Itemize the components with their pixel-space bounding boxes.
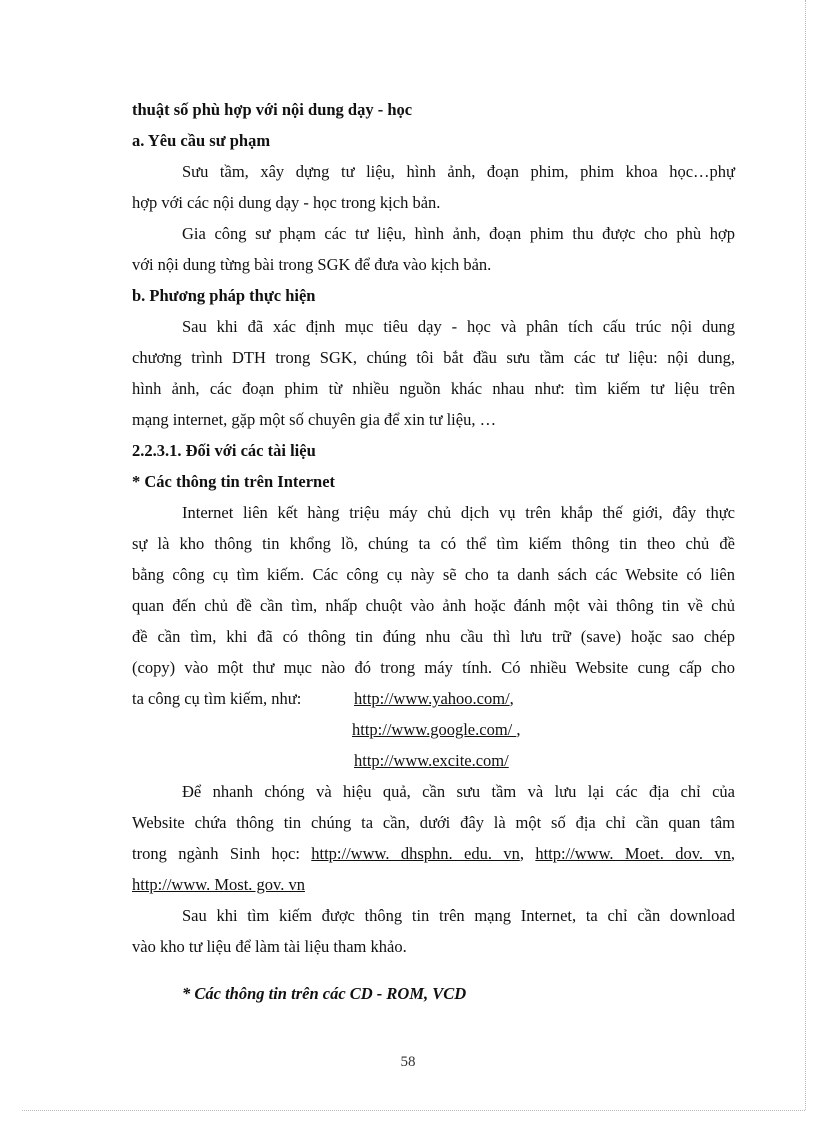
url-yahoo-suffix: , <box>509 689 514 708</box>
paragraph-line: mạng internet, gặp một số chuyên gia để xin tư liệu, … <box>132 410 497 429</box>
paragraph-line: Sưu tầm, xây dựng tư liệu, hình ảnh, đoạn phim, phim khoa học…phự <box>182 162 735 181</box>
separator: , <box>730 844 736 863</box>
page-content <box>132 94 735 1009</box>
paragraph-line: hợp với các nội dung dạy - học trong kịch bản. <box>132 193 441 212</box>
url-moet-link[interactable]: http://www. Moet. dov. vn <box>535 844 731 863</box>
subsection-title: 2.2.3.1. Đối với các tài liệu <box>132 441 316 460</box>
section-b-title: b. Phương pháp thực hiện <box>132 286 316 305</box>
paragraph-line: chương trình DTH trong SGK, chúng tôi bắt đầu sưu tầm các tư liệu: nội dung, <box>132 348 735 367</box>
paragraph-line: Sau khi tìm kiếm được thông tin trên mạng Internet, ta chỉ cần download <box>182 906 735 925</box>
page-border-right <box>805 0 806 1110</box>
search-intro-text: ta công cụ tìm kiếm, như: <box>132 689 302 708</box>
paragraph-line: bằng công cụ tìm kiếm. Các công cụ này sẽ cho ta danh sách các Website có liên <box>132 565 735 584</box>
url-dhsphn-link[interactable]: http://www. dhsphn. edu. vn <box>311 844 520 863</box>
section-a-title: a. Yêu cầu sư phạm <box>132 131 271 150</box>
paragraph-line: Website chứa thông tin chúng ta cần, dưới đây là một số địa chỉ cần quan tâm <box>132 813 735 832</box>
separator: , <box>519 844 536 863</box>
url-most-line <box>132 869 735 900</box>
paragraph-line: sự là kho thông tin khổng lồ, chúng ta có thể tìm kiếm thông tin theo chủ đề <box>132 534 735 553</box>
url-yahoo-wrap <box>354 683 514 714</box>
addresses-prefix: trong ngành Sinh học: <box>132 844 312 863</box>
paragraph-line: đề cần tìm, khi đã có thông tin đúng nhu cầu thì lưu trữ (save) hoặc sao chép <box>132 627 735 646</box>
url-yahoo-link[interactable]: http://www.yahoo.com/ <box>354 689 510 708</box>
paragraph-line: vào kho tư liệu để làm tài liệu tham khảo. <box>132 937 407 956</box>
url-google-line <box>132 714 735 745</box>
paragraph-line: quan đến chủ đề cần tìm, nhấp chuột vào ảnh hoặc đánh một vài thông tin về chủ <box>132 596 735 615</box>
url-excite-link[interactable]: http://www.excite.com/ <box>354 751 509 770</box>
paragraph-line: Gia công sư phạm các tư liệu, hình ảnh, đoạn phim thu được cho phù hợp <box>182 224 735 243</box>
heading-continued: thuật số phù hợp với nội dung dạy - học <box>132 100 413 119</box>
url-google-suffix: , <box>516 720 521 739</box>
paragraph-line: hình ảnh, các đoạn phim từ nhiều nguồn khác nhau như: tìm kiếm tư liệu trên <box>132 379 735 398</box>
cd-rom-title: * Các thông tin trên các CD - ROM, VCD <box>182 984 467 1003</box>
paragraph-line: Sau khi đã xác định mục tiêu dạy - học và phân tích cấu trúc nội dung <box>182 317 735 336</box>
internet-title: * Các thông tin trên Internet <box>132 472 336 491</box>
url-most-link[interactable]: http://www. Most. gov. vn <box>132 875 305 894</box>
url-google-link[interactable]: http://www.google.com/ <box>352 720 517 739</box>
page-border-bottom <box>22 1110 805 1111</box>
paragraph-line: (copy) vào một thư mục nào đó trong máy tính. Có nhiều Website cung cấp cho <box>132 658 735 677</box>
addresses-line <box>132 838 735 869</box>
paragraph-line: Internet liên kết hàng triệu máy chủ dịch vụ trên khắp thế giới, đây thực <box>182 503 735 522</box>
paragraph-line: Để nhanh chóng và hiệu quả, cần sưu tầm và lưu lại các địa chỉ của <box>182 782 735 801</box>
search-intro-line <box>132 683 735 714</box>
url-excite-line <box>132 745 735 776</box>
paragraph-line: với nội dung từng bài trong SGK để đưa vào kịch bản. <box>132 255 492 274</box>
page-number: 58 <box>400 1054 416 1070</box>
